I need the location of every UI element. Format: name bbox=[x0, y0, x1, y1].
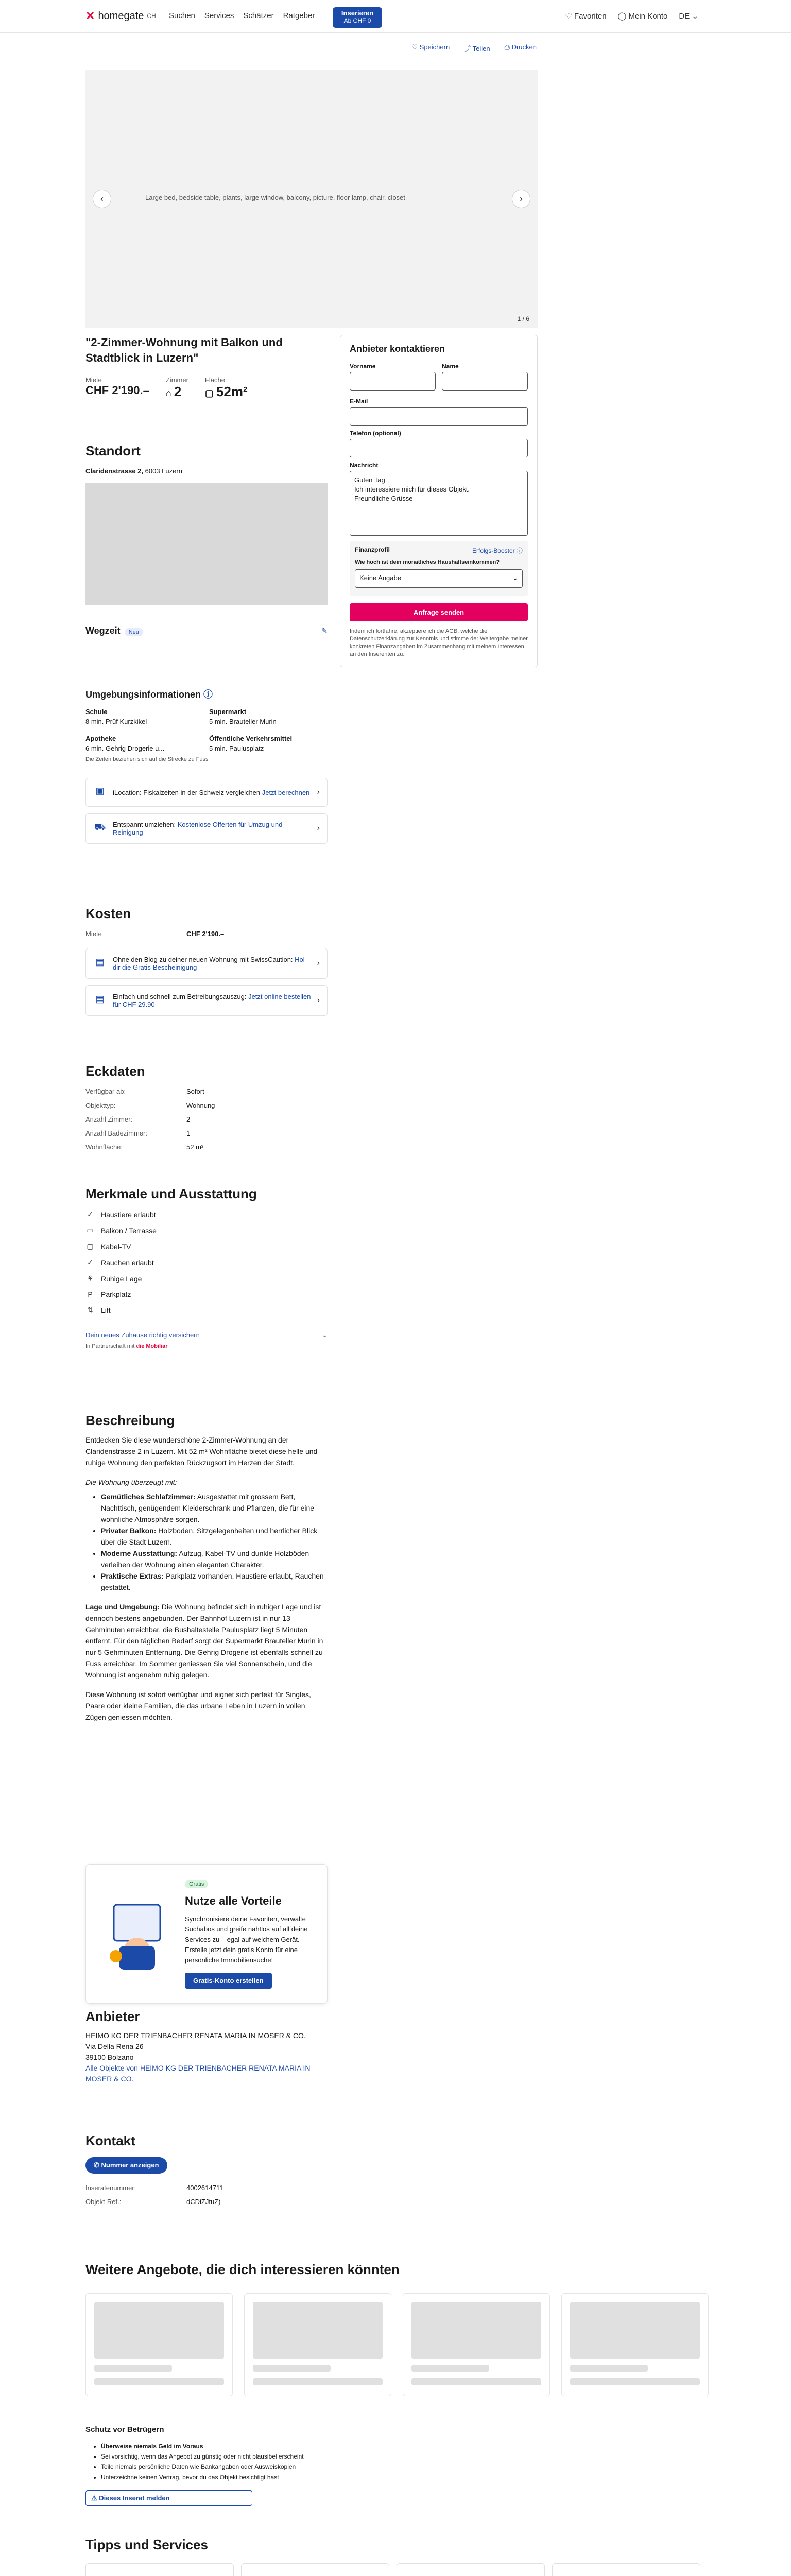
last-name-field[interactable] bbox=[442, 372, 528, 391]
details-row bbox=[85, 1088, 328, 1095]
message-label: Nachricht bbox=[350, 462, 379, 469]
surroundings-item-value: 8 min. Prüf Kurzkikel bbox=[85, 718, 147, 725]
check-icon: ✓ bbox=[87, 1258, 93, 1266]
listing-title: "2-Zimmer-Wohnung mit Balkon und Stadtblick in Luzern" bbox=[85, 336, 283, 364]
provider-name: HEIMO KG DER TRIENBACHER RENATA MARIA IN MOSER & CO. bbox=[85, 2031, 306, 2040]
chevron-right-icon: › bbox=[520, 194, 523, 204]
promo-card-link[interactable]: Jetzt berechnen bbox=[262, 788, 310, 796]
info-icon[interactable]: ⓘ bbox=[203, 689, 213, 700]
nav-item-schaetzer[interactable]: Schätzer bbox=[243, 11, 274, 20]
insurance-link[interactable]: Dein neues Zuhause richtig versichern bbox=[85, 1331, 200, 1339]
feature-label: Lift bbox=[101, 1306, 111, 1314]
header-right bbox=[565, 11, 698, 21]
feature-item bbox=[85, 1226, 328, 1235]
chevron-right-icon: › bbox=[317, 788, 320, 796]
description-bullet bbox=[101, 1491, 328, 1525]
heart-icon: ♡ bbox=[411, 43, 420, 51]
tv-icon: ▢ bbox=[87, 1242, 94, 1250]
details-key: Objekttyp: bbox=[85, 1101, 116, 1109]
feature-label: Balkon / Terrasse bbox=[101, 1226, 157, 1235]
services-section bbox=[85, 2537, 709, 2576]
contact-form bbox=[340, 335, 538, 667]
details-key: Anzahl Zimmer: bbox=[85, 1115, 133, 1123]
promo-card-text: Entspannt umziehen: bbox=[113, 821, 176, 828]
print-icon: ⎙ bbox=[504, 43, 512, 51]
parking-icon: P bbox=[88, 1290, 93, 1298]
bullet-text: Holzboden, Sitzgelegenheiten und herrlicher Blick über die Stadt Luzern. bbox=[101, 1527, 318, 1546]
feature-item bbox=[85, 1290, 328, 1298]
rooms-value: 2 bbox=[174, 384, 182, 399]
area-field bbox=[205, 376, 248, 400]
details-key: Wohnfläche: bbox=[85, 1143, 123, 1151]
details-value: 2 bbox=[186, 1115, 191, 1123]
contact-row bbox=[85, 2184, 328, 2192]
main-nav bbox=[169, 11, 315, 20]
description-bullet bbox=[101, 1548, 328, 1570]
surroundings-item-title: Apotheke bbox=[85, 735, 116, 742]
map[interactable] bbox=[85, 483, 328, 605]
cost-card-link[interactable]: Hol dir die Gratis-Bescheinigung bbox=[113, 956, 305, 971]
service-card[interactable] bbox=[241, 2563, 389, 2576]
provider-all-listings-link[interactable]: Alle Objekte von HEIMO KG DER TRIENBACHER RENATA MARIA IN MOSER & CO. bbox=[85, 2064, 311, 2083]
surroundings-item-title: Schule bbox=[85, 708, 108, 716]
insurance-row[interactable] bbox=[85, 1325, 328, 1349]
income-value: Keine Angabe bbox=[359, 574, 401, 582]
truck-icon: ⛟ bbox=[94, 822, 106, 832]
offer-card-placeholder[interactable] bbox=[244, 2293, 391, 2396]
provider-street: Via Della Rena 26 bbox=[85, 2042, 144, 2050]
surroundings-item bbox=[209, 708, 328, 725]
bullet-title: Moderne Ausstattung: bbox=[101, 1549, 178, 1557]
logo[interactable] bbox=[85, 9, 156, 23]
balcony-icon: ▭ bbox=[87, 1226, 94, 1234]
description-subheading: Lage und Umgebung: bbox=[85, 1603, 160, 1611]
finance-profile-link[interactable]: Erfolgs-Booster bbox=[472, 547, 515, 554]
costs-rent-value: CHF 2'190.– bbox=[186, 930, 225, 938]
illustration-person-icon bbox=[98, 1894, 176, 1972]
logo-text: homegate bbox=[98, 10, 144, 22]
cost-card-caution[interactable] bbox=[85, 948, 328, 979]
image-counter: 1 / 6 bbox=[517, 315, 529, 323]
gallery-image-alt: Large bed, bedside table, plants, large window, balcony, picture, floor lamp, chair, closet bbox=[145, 194, 405, 201]
edit-icon[interactable]: ✎ bbox=[321, 626, 328, 635]
account-link[interactable] bbox=[618, 11, 668, 21]
commute-heading: Wegzeit bbox=[85, 625, 121, 636]
account-label: Mein Konto bbox=[628, 12, 668, 21]
language-select[interactable] bbox=[679, 11, 698, 21]
details-value: Sofort bbox=[186, 1088, 204, 1095]
income-question: Wie hoch ist dein monatliches Haushaltseinkommen? bbox=[355, 559, 500, 565]
send-request-button[interactable]: Anfrage senden bbox=[350, 603, 528, 621]
insert-button[interactable] bbox=[333, 7, 382, 28]
share-button[interactable] bbox=[464, 43, 490, 53]
details-heading: Eckdaten bbox=[85, 1063, 145, 1079]
surroundings-item-title: Supermarkt bbox=[209, 708, 247, 716]
gratis-badge: Gratis bbox=[185, 1880, 208, 1888]
income-select[interactable] bbox=[355, 569, 523, 588]
description-paragraph: Diese Wohnung ist sofort verfügbar und eignet sich perfekt für Singles, Paare oder kleine Familien, die das urbane Leben in Luzern in vollen Zügen geniessen möchten. bbox=[85, 1690, 311, 1721]
benefits-promo bbox=[85, 1864, 328, 2004]
nav-item-ratgeber[interactable]: Ratgeber bbox=[283, 11, 315, 20]
promo-card-moving[interactable] bbox=[85, 813, 328, 844]
costs-section bbox=[85, 906, 328, 1022]
finance-profile-label: Finanzprofil bbox=[355, 546, 390, 553]
homegate-logo-icon: ✕ bbox=[85, 9, 95, 22]
bullet-title: Privater Balkon: bbox=[101, 1527, 157, 1535]
tree-icon: ⚘ bbox=[87, 1274, 94, 1282]
warning-icon: ⚠ bbox=[91, 2494, 99, 2502]
prev-image-button[interactable] bbox=[93, 190, 111, 208]
image-gallery[interactable] bbox=[85, 70, 538, 328]
rent-value: CHF 2'190.– bbox=[85, 384, 149, 397]
contact-section bbox=[85, 2133, 328, 2212]
fraud-tip: • Überweise niemals Geld im Voraus bbox=[101, 2441, 709, 2451]
details-row bbox=[85, 1129, 328, 1137]
user-icon: ◯ bbox=[617, 12, 629, 21]
details-row bbox=[85, 1115, 328, 1123]
offer-card-placeholder[interactable] bbox=[561, 2293, 709, 2396]
print-button[interactable] bbox=[505, 43, 537, 53]
area-label: Fläche bbox=[204, 376, 225, 384]
legal-text: Indem ich fortfahre, akzeptiere ich die AGB, welche die Datenschutzerklärung zur Kenntnis und stimme der Weitergabe meiner konkreten Finanzangaben im Zusammenhang mit meinem Interessen an den Inserenten zu. bbox=[350, 628, 528, 657]
header bbox=[0, 0, 791, 33]
description-text: Die Wohnung befindet sich in ruhiger Lage und ist dennoch bestens angebunden. Der Bahnhof Luzern ist in nur 13 Gehminuten erreichbar, die Bushaltestelle Paulusplatz liegt 5 Minuten entfernt. Für den täglichen Bedarf sorgt der Supermarkt Brauteller Murin in nur 5 Gehminuten Entfernung. Die Gehrig Drogerie ist ebenfalls schnell zu Fuss erreichbar. Im Sommer geniessen Sie viel Sonnenschein, und die Wohnung ist angenehm ruhig gelegen. bbox=[85, 1603, 323, 1679]
show-number-button[interactable] bbox=[85, 2157, 167, 2174]
services-heading: Tipps und Services bbox=[85, 2537, 208, 2552]
feature-label: Parkplatz bbox=[101, 1290, 131, 1298]
paw-icon: ✓ bbox=[87, 1210, 93, 1218]
address-street: Claridenstrasse 2, bbox=[85, 467, 144, 475]
fraud-tip: • Unterzeichne keinen Vertrag, bevor du das Objekt besichtigt hast bbox=[101, 2472, 709, 2482]
feature-item bbox=[85, 1306, 328, 1314]
rent-field bbox=[85, 376, 149, 400]
surroundings-heading: Umgebungsinformationen bbox=[85, 689, 201, 700]
feature-item bbox=[85, 1210, 328, 1219]
info-icon[interactable]: ⓘ bbox=[516, 547, 523, 554]
chevron-right-icon: › bbox=[317, 824, 320, 833]
promo-card-fiscal[interactable] bbox=[85, 778, 328, 807]
first-name-label: Vorname bbox=[350, 363, 376, 370]
offer-card-placeholder[interactable] bbox=[85, 2293, 233, 2396]
mobiliar-logo: die Mobiliar bbox=[136, 1343, 168, 1349]
surroundings-item bbox=[85, 708, 204, 725]
details-key: Verfügbar ab: bbox=[85, 1088, 126, 1095]
surroundings-item bbox=[85, 735, 204, 752]
chevron-down-icon: ⌄ bbox=[322, 1331, 328, 1339]
chevron-down-icon: ⌄ bbox=[512, 574, 518, 582]
share-icon: ⤴ bbox=[464, 45, 473, 53]
provider-city: 39100 Bolzano bbox=[85, 2053, 134, 2061]
document-icon: ▤ bbox=[95, 957, 105, 967]
costs-heading: Kosten bbox=[85, 906, 131, 921]
bullet-title: Praktische Extras: bbox=[101, 1572, 164, 1580]
contact-value: 4002614711 bbox=[186, 2184, 223, 2192]
contact-row bbox=[85, 2198, 328, 2206]
print-label: Drucken bbox=[511, 43, 537, 51]
report-listing-label: Dieses Inserat melden bbox=[99, 2494, 170, 2502]
feature-label: Rauchen erlaubt bbox=[101, 1258, 154, 1267]
nav-item-services[interactable]: Services bbox=[204, 11, 234, 20]
service-card[interactable] bbox=[397, 2563, 545, 2576]
chevron-left-icon: ‹ bbox=[100, 194, 104, 204]
bullet-text: Ausgestattet mit grossem Bett, Nachttisch, genügendem Kleiderschrank und Pflanzen, die für eine wohnliche Atmosphäre sorgen. bbox=[101, 1493, 315, 1523]
benefits-title: Nutze alle Vorteile bbox=[185, 1894, 282, 1907]
contact-key: Inseratenummer: bbox=[85, 2184, 136, 2192]
contact-value: dCDiZJtuZ) bbox=[186, 2198, 221, 2206]
details-value: 1 bbox=[186, 1129, 191, 1137]
surroundings-item bbox=[209, 735, 328, 752]
details-key: Anzahl Badezimmer: bbox=[85, 1129, 147, 1137]
feature-item bbox=[85, 1274, 328, 1283]
surroundings-section bbox=[85, 687, 328, 850]
phone-label: Telefon (optional) bbox=[350, 430, 401, 437]
chevron-right-icon: › bbox=[317, 959, 320, 968]
description-section bbox=[85, 1415, 328, 1731]
features-section bbox=[85, 1186, 328, 1349]
listing-actions bbox=[411, 43, 537, 53]
more-offers-heading: Weitere Angebote, die dich interessieren könnten bbox=[85, 2262, 400, 2277]
address-city: 6003 Luzern bbox=[145, 467, 182, 475]
surroundings-item-value: 5 min. Brauteller Murin bbox=[209, 718, 277, 725]
save-label: Speichern bbox=[419, 43, 450, 51]
country-label: CH bbox=[147, 12, 156, 20]
provider-heading: Anbieter bbox=[85, 2009, 140, 2024]
feature-item bbox=[85, 1258, 328, 1267]
email-label: E-Mail bbox=[350, 398, 368, 405]
contact-form-heading: Anbieter kontaktieren bbox=[350, 344, 445, 354]
details-section bbox=[85, 1063, 328, 1157]
fraud-heading: Schutz vor Betrügern bbox=[85, 2425, 164, 2434]
surroundings-item-title: Öffentliche Verkehrsmittel bbox=[209, 735, 293, 742]
details-value: 52 m² bbox=[186, 1143, 204, 1151]
save-button[interactable] bbox=[411, 43, 450, 53]
feature-label: Haustiere erlaubt bbox=[101, 1210, 156, 1219]
description-paragraph: Entdecken Sie diese wunderschöne 2-Zimmer-Wohnung an der Claridenstrasse 2 in Luzern. Mit 52 m² Wohnfläche bietet diese helle und ruhige Wohnung den perfekten Rückzugsort im Herzen der Stadt. bbox=[85, 1436, 318, 1467]
location-section bbox=[85, 443, 328, 636]
favourites-link[interactable] bbox=[565, 11, 606, 21]
area-icon: ▢ bbox=[204, 388, 216, 398]
description-bullet bbox=[101, 1570, 328, 1593]
report-listing-button[interactable] bbox=[85, 2490, 252, 2506]
phone-icon: ✆ bbox=[94, 2161, 101, 2169]
description-heading: Beschreibung bbox=[85, 1413, 175, 1428]
chevron-down-icon: ⌄ bbox=[690, 12, 698, 21]
contact-heading: Kontakt bbox=[85, 2133, 135, 2148]
fraud-tip: • Teile niemals persönliche Daten wie Bankangaben oder Ausweiskopien bbox=[101, 2462, 709, 2472]
chevron-right-icon: › bbox=[317, 996, 320, 1005]
service-card[interactable] bbox=[85, 2563, 234, 2576]
cost-card-extract[interactable] bbox=[85, 985, 328, 1016]
location-heading: Standort bbox=[85, 443, 141, 459]
listing-summary bbox=[85, 335, 328, 400]
features-heading: Merkmale und Ausstattung bbox=[85, 1186, 257, 1201]
next-image-button[interactable] bbox=[512, 190, 530, 208]
cost-card-link[interactable]: Jetzt online bestellen für CHF 29.90 bbox=[113, 993, 311, 1008]
more-offers-section bbox=[85, 2262, 709, 2576]
fraud-section bbox=[85, 2425, 709, 2506]
favourites-label: Favoriten bbox=[574, 12, 607, 21]
fraud-tip: • Sei vorsichtig, wenn das Angebot zu günstig oder nicht plausibel erscheint bbox=[101, 2451, 709, 2462]
phone-field[interactable] bbox=[350, 439, 528, 457]
nav-item-suchen[interactable]: Suchen bbox=[169, 11, 195, 20]
heart-icon: ♡ bbox=[565, 12, 575, 21]
details-row bbox=[85, 1101, 328, 1109]
area-value: 52m² bbox=[216, 384, 248, 399]
promo-card-text: iLocation: Fiskalzeiten in der Schweiz vergleichen bbox=[113, 788, 261, 796]
message-field[interactable]: Guten Tag Ich interessiere mich für dieses Objekt. Freundliche Grüsse bbox=[350, 471, 528, 536]
feature-item bbox=[85, 1242, 328, 1251]
insert-sub: Ab CHF 0 bbox=[343, 17, 371, 24]
bullet-text: Parkplatz vorhanden, Haustiere erlaubt, Rauchen gestattet. bbox=[101, 1572, 324, 1591]
last-name-label: Name bbox=[442, 363, 459, 370]
surroundings-note: Die Zeiten beziehen sich auf die Strecke zu Fuss bbox=[85, 756, 209, 762]
partner-label: In Partnerschaft mit bbox=[85, 1343, 135, 1349]
description-intro: Die Wohnung überzeugt mit: bbox=[85, 1478, 177, 1486]
surroundings-item-value: 5 min. Paulusplatz bbox=[209, 744, 264, 752]
cost-card-text: Ohne den Blog zu deiner neuen Wohnung mit SwissCaution: bbox=[113, 956, 293, 963]
insert-title: Inserieren bbox=[341, 9, 374, 17]
feature-label: Kabel-TV bbox=[101, 1242, 131, 1251]
home-icon: ⌂ bbox=[165, 388, 174, 398]
benefits-text: Synchronisiere deine Favoriten, verwalte Suchabos und greife nahtlos auf all deine Services zu – egal auf welchem Gerät. Erstelle jetzt dein gratis Konto für eine persönliche Immobiliensuche! bbox=[185, 1915, 308, 1964]
offer-card-placeholder[interactable] bbox=[403, 2293, 550, 2396]
cost-card-text: Einfach und schnell zum Betreibungsauszug: bbox=[113, 993, 247, 1001]
provider-section bbox=[85, 2011, 328, 2084]
email-field[interactable] bbox=[350, 407, 528, 426]
bullet-text: Aufzug, Kabel-TV und dunkle Holzböden verleihen der Wohnung einen eleganten Charakter. bbox=[101, 1549, 309, 1569]
feature-label: Ruhige Lage bbox=[101, 1274, 142, 1283]
surroundings-item-value: 6 min. Gehrig Drogerie u... bbox=[85, 744, 165, 752]
map-icon: ▣ bbox=[95, 786, 105, 796]
details-row bbox=[85, 1143, 328, 1151]
rooms-field bbox=[166, 376, 188, 400]
costs-rent-label: Miete bbox=[85, 930, 102, 938]
first-name-field[interactable] bbox=[350, 372, 436, 391]
details-value: Wohnung bbox=[186, 1101, 215, 1109]
create-account-button[interactable]: Gratis-Konto erstellen bbox=[185, 1973, 272, 1989]
promo-card-link[interactable]: Kostenlose Offerten für Umzug und Reinigung bbox=[113, 821, 283, 836]
share-label: Teilen bbox=[472, 45, 490, 53]
document-icon: ▤ bbox=[95, 994, 105, 1004]
elevator-icon: ⇅ bbox=[87, 1306, 93, 1314]
description-bullet bbox=[101, 1525, 328, 1548]
language-label: DE bbox=[679, 12, 690, 21]
rent-label: Miete bbox=[85, 376, 102, 384]
contact-key: Objekt-Ref.: bbox=[85, 2198, 122, 2206]
show-number-label: Nummer anzeigen bbox=[101, 2161, 159, 2169]
rooms-label: Zimmer bbox=[165, 376, 188, 384]
bullet-title: Gemütliches Schlafzimmer: bbox=[101, 1493, 196, 1501]
description-paragraph bbox=[85, 1601, 328, 1681]
new-badge: Neu bbox=[125, 628, 143, 636]
service-card[interactable] bbox=[552, 2563, 700, 2576]
